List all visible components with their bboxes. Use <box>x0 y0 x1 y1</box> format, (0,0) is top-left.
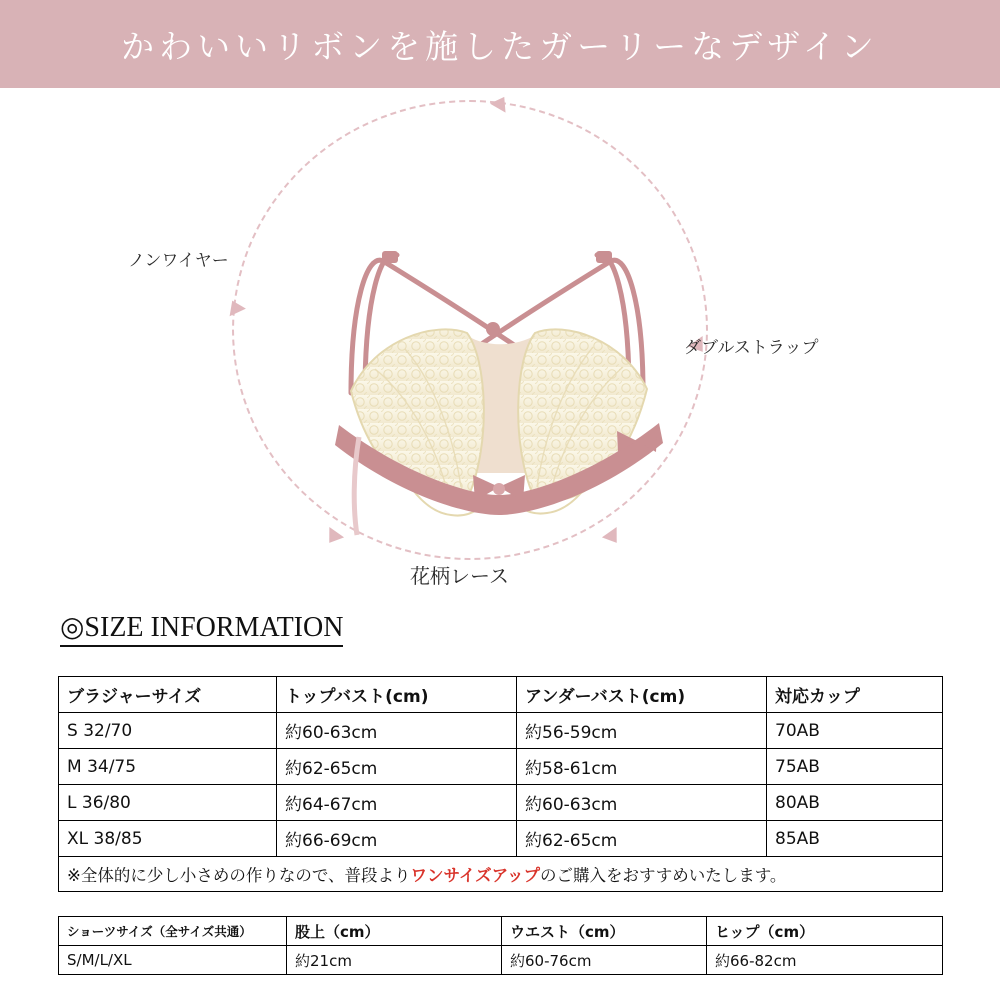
th-cup: 対応カップ <box>767 677 943 713</box>
th-under-bust: アンダーバスト(cm) <box>517 677 767 713</box>
banner-title: かわいいリボンを施したガーリーなデザイン <box>121 26 879 66</box>
table-header-row <box>59 917 943 946</box>
cell-top-bust: 約66-69cm <box>277 821 517 857</box>
cell-cup: 70AB <box>767 713 943 749</box>
cell-under-bust: 約56-59cm <box>517 713 767 749</box>
cell-size: S 32/70 <box>59 713 277 749</box>
size-note <box>59 857 943 892</box>
th-rise: 股上（cm） <box>287 917 502 946</box>
note-suffix: のご購入をおすすめいたします。 <box>540 866 787 885</box>
callout-non-wire: ノンワイヤー <box>128 251 229 271</box>
table-header-row <box>59 677 943 713</box>
cell-under-bust: 約60-63cm <box>517 785 767 821</box>
table-row <box>59 713 943 749</box>
cell-hip: 約66-82cm <box>707 946 943 975</box>
cell-size: L 36/80 <box>59 785 277 821</box>
cell-size: XL 38/85 <box>59 821 277 857</box>
callout-double-strap: ダブルストラップ <box>684 338 819 358</box>
th-hip: ヒップ（cm） <box>707 917 943 946</box>
cell-shorts-size: S/M/L/XL <box>59 946 287 975</box>
table-row <box>59 785 943 821</box>
th-waist: ウエスト（cm） <box>502 917 707 946</box>
note-accent: ワンサイズアップ <box>410 866 541 885</box>
note-prefix: ※全体的に少し小さめの作りなので、普段より <box>67 866 411 885</box>
cell-size: M 34/75 <box>59 749 277 785</box>
bra-size-table <box>58 676 943 892</box>
cell-waist: 約60-76cm <box>502 946 707 975</box>
cell-under-bust: 約58-61cm <box>517 749 767 785</box>
cell-rise: 約21cm <box>287 946 502 975</box>
cell-top-bust: 約62-65cm <box>277 749 517 785</box>
th-top-bust: トップバスト(cm) <box>277 677 517 713</box>
header-banner <box>0 0 1000 88</box>
table-note-row <box>59 857 943 892</box>
cell-cup: 80AB <box>767 785 943 821</box>
table-row <box>59 821 943 857</box>
cell-top-bust: 約64-67cm <box>277 785 517 821</box>
bra-product-image <box>255 143 755 563</box>
th-shorts-size: ショーツサイズ（全サイズ共通） <box>59 917 287 946</box>
shorts-size-table <box>58 916 943 975</box>
cell-cup: 75AB <box>767 749 943 785</box>
cell-top-bust: 約60-63cm <box>277 713 517 749</box>
table-row <box>59 749 943 785</box>
callout-floral-lace: 花柄レース <box>410 564 509 588</box>
cell-cup: 85AB <box>767 821 943 857</box>
cell-under-bust: 約62-65cm <box>517 821 767 857</box>
product-illustration-area <box>0 88 1000 608</box>
table-row <box>59 946 943 975</box>
size-information-heading: ◎SIZE INFORMATION <box>60 612 343 647</box>
th-bra-size: ブラジャーサイズ <box>59 677 277 713</box>
